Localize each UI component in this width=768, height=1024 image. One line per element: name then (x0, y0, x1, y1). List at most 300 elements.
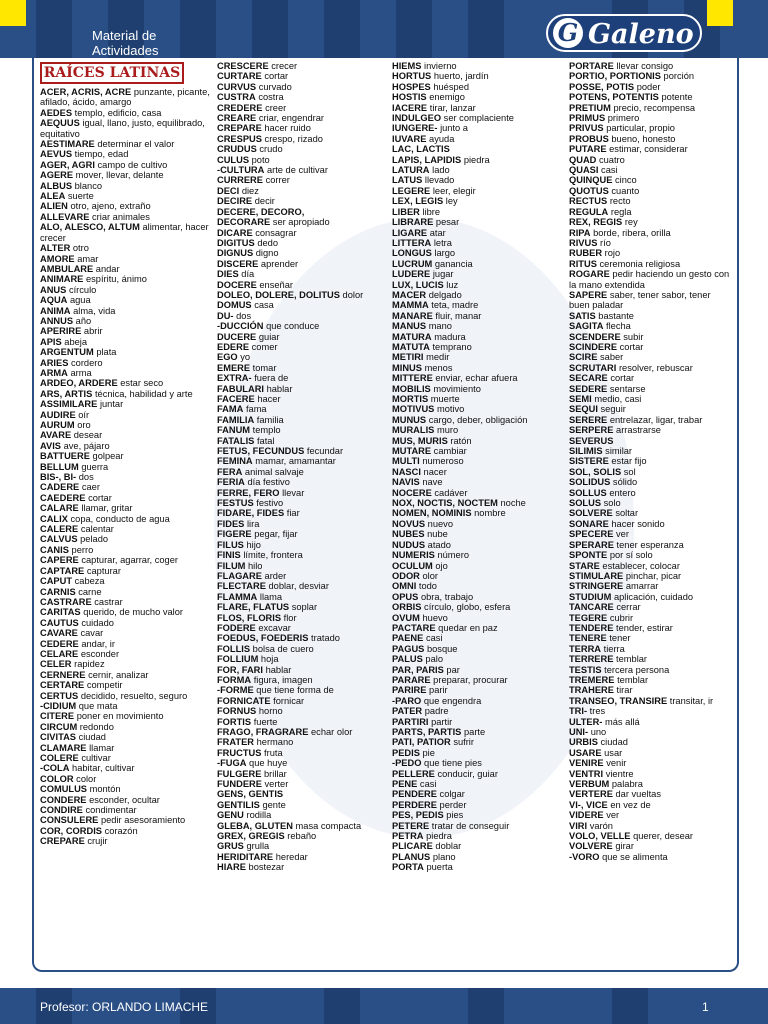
root-meaning: seguir (600, 404, 626, 415)
root-meaning: creer (265, 102, 287, 113)
glossary-entry (40, 243, 210, 253)
latin-root: RUBER (569, 248, 603, 259)
root-meaning: más allá (605, 716, 640, 727)
glossary-entry (217, 467, 389, 477)
root-meaning: numeroso (422, 456, 464, 467)
root-meaning: templo, edificio, casa (74, 107, 162, 118)
latin-root: SERERE (569, 414, 608, 425)
latin-root: PAENE (392, 633, 424, 644)
glossary-entry (392, 633, 560, 643)
latin-root: PLICARE (392, 841, 433, 852)
root-meaning: que engendra (423, 695, 482, 706)
root-meaning: querer, desear (633, 831, 694, 842)
latin-root: HIARE (217, 862, 246, 873)
glossary-entry (217, 456, 389, 466)
latin-root: SPECERE (569, 529, 614, 540)
root-meaning: girar (615, 841, 634, 852)
glossary-entry (392, 71, 560, 81)
latin-root: MINUS (392, 362, 422, 373)
latin-root: APIS (40, 336, 62, 347)
latin-root: COLOR (40, 773, 74, 784)
latin-root: PENDERE (392, 789, 437, 800)
root-meaning: capturar (86, 565, 121, 576)
root-meaning: día (241, 269, 255, 280)
latin-root: DECIRE (217, 196, 253, 207)
latin-root: ALEA (40, 191, 66, 202)
root-meaning: hablar (266, 383, 293, 394)
root-meaning: entrelazar, ligar, trabar (609, 414, 703, 425)
glossary-entry (392, 831, 560, 841)
glossary-entry (569, 290, 732, 311)
glossary-entry (392, 477, 560, 487)
root-meaning: saber, tener sabor, tener buen paladar (569, 289, 711, 311)
root-meaning: medir (426, 352, 450, 363)
root-meaning: carne (78, 586, 102, 597)
root-meaning: atar (429, 227, 446, 238)
root-meaning: desear (73, 430, 103, 441)
root-meaning: pelado (80, 534, 109, 545)
root-meaning: padre (424, 706, 449, 717)
root-meaning: flor (283, 612, 297, 623)
latin-root: VENIRE (569, 758, 604, 769)
glossary-entry (392, 415, 560, 425)
latin-root: VOLO, VELLE (569, 831, 631, 842)
root-meaning: crecer (271, 61, 298, 71)
latin-root: DICARE (217, 227, 253, 238)
root-meaning: teta, madre (431, 300, 479, 311)
latin-root: EDERE (217, 341, 250, 352)
glossary-entry (217, 592, 389, 602)
root-meaning: borde, ribera, orilla (593, 227, 671, 238)
root-meaning: pedir haciendo un gesto con la mano extendida (569, 269, 730, 290)
glossary-entry (392, 82, 560, 92)
glossary-entry (392, 373, 560, 383)
root-meaning: verter (264, 779, 289, 790)
glossary-entry (40, 451, 210, 461)
root-meaning: resolver, rebuscar (618, 362, 693, 373)
root-meaning: regla (610, 206, 632, 217)
root-meaning: tender, estirar (616, 622, 673, 633)
glossary-entry (40, 347, 210, 357)
glossary-entry (392, 196, 560, 206)
latin-root: METIRI (392, 352, 424, 363)
glossary-entry (40, 493, 210, 503)
root-meaning: bolsa de cuero (252, 643, 314, 654)
latin-root: FIGERE (217, 529, 252, 540)
glossary-entry (40, 410, 210, 420)
root-meaning: fama (245, 404, 267, 415)
root-meaning: correr (265, 175, 290, 186)
latin-root: -DUCCIÓN (217, 321, 264, 332)
root-meaning: guerra (81, 461, 109, 472)
root-meaning: espíritu, ánimo (85, 274, 147, 285)
glossary-entry (392, 706, 560, 716)
root-meaning: fuera de (254, 373, 289, 384)
root-meaning: cernir, analizar (88, 669, 149, 680)
latin-root: FLOS, FLORIS (217, 612, 282, 623)
glossary-entry (569, 581, 732, 591)
latin-root: MANUS (392, 321, 427, 332)
root-meaning: que se alimenta (602, 851, 668, 862)
latin-root: CERTARE (40, 680, 85, 691)
column-3 (392, 61, 560, 873)
root-meaning: criar, engendrar (258, 113, 324, 124)
glossary-entry (392, 123, 560, 133)
latin-root: DECORARE (217, 217, 271, 228)
glossary-entry (40, 181, 210, 191)
latin-root: LUCRUM (392, 258, 433, 269)
glossary-entry (40, 285, 210, 295)
glossary-entry (217, 508, 389, 518)
glossary-entry (392, 644, 560, 654)
glossary-entry (40, 108, 210, 118)
glossary-entry (392, 602, 560, 612)
root-meaning: quedar en paz (438, 622, 498, 633)
root-meaning: que huye (249, 758, 288, 769)
root-meaning: dedo (257, 237, 278, 248)
column-4 (569, 61, 732, 862)
root-meaning: estar fijo (611, 456, 647, 467)
root-meaning: hilo (248, 560, 263, 571)
latin-root: FIDES (217, 518, 245, 529)
latin-root: FILUS (217, 539, 244, 550)
glossary-entry (392, 280, 560, 290)
root-meaning: puerta (426, 862, 453, 873)
latin-root: COR, CORDIS (40, 825, 102, 836)
latin-root: AURUM (40, 420, 75, 430)
glossary-entry (569, 228, 732, 238)
glossary-entry (217, 519, 389, 529)
latin-root: LEX, LEGIS (392, 196, 444, 207)
root-meaning: muerte (430, 394, 460, 404)
glossary-entry (392, 550, 560, 560)
root-meaning: ojo (435, 560, 448, 571)
root-meaning: cadáver (434, 487, 468, 498)
root-meaning: dar vueltas (615, 789, 661, 800)
latin-root: ARDEO, ARDERE (40, 378, 118, 389)
latin-root: SOL, SOLIS (569, 466, 622, 477)
root-meaning: casi (601, 165, 618, 176)
glossary-entry (392, 561, 560, 571)
latin-root: MITTERE (392, 373, 433, 384)
glossary-entry (392, 696, 560, 706)
root-meaning: uno (590, 727, 607, 737)
root-meaning: tratado (311, 633, 340, 644)
root-meaning: que tiene forma de (256, 685, 334, 696)
latin-root: CRESPUS (217, 133, 262, 144)
root-meaning: igual, llano, justo, equilibrado, equitativo (40, 118, 205, 139)
glossary-entry (392, 436, 560, 446)
latin-root: CERTUS (40, 690, 79, 701)
glossary-entry (217, 404, 389, 414)
latin-root: PENE (392, 779, 418, 790)
latin-root: CONDERE (40, 794, 87, 805)
glossary-entry (569, 706, 732, 716)
root-meaning: palabra (611, 779, 643, 790)
glossary-entry (569, 769, 732, 779)
header-banner (0, 0, 768, 58)
latin-root: USARE (569, 747, 602, 758)
glossary-entry (569, 332, 732, 342)
glossary-entry (217, 248, 389, 258)
latin-root: EGO (217, 352, 238, 363)
latin-root: SEDERE (569, 383, 608, 394)
latin-root: RITUS (569, 258, 597, 269)
latin-root: DISCERE (217, 258, 259, 269)
root-meaning: guiar (258, 331, 280, 342)
glossary-entry (569, 425, 732, 435)
glossary-entry (392, 446, 560, 456)
root-meaning: cuatro (598, 154, 625, 165)
latin-root: FRATER (217, 737, 255, 748)
root-meaning: conducir, guiar (437, 768, 498, 779)
yellow-tab (707, 0, 733, 26)
root-meaning: tres (589, 706, 606, 717)
latin-root: POSSE, POTIS (569, 81, 635, 92)
latin-root: SAGITA (569, 321, 604, 332)
root-meaning: condimentar (85, 805, 137, 816)
glossary-entry (40, 618, 210, 628)
glossary-entry (392, 228, 560, 238)
latin-root: COLERE (40, 753, 79, 763)
root-meaning: primero (607, 113, 640, 124)
root-meaning: copa, conducto de agua (70, 513, 170, 524)
root-meaning: mano (428, 321, 452, 332)
latin-root: ODOR (392, 570, 420, 581)
glossary-entry (40, 337, 210, 347)
glossary-entry (217, 425, 389, 435)
header-stripe (324, 0, 360, 58)
latin-root: NUMERIS (392, 550, 435, 561)
root-meaning: doblar (435, 841, 462, 852)
root-meaning: suerte (67, 191, 94, 202)
latin-root: DOLEO, DOLERE, DOLITUS (217, 289, 340, 300)
root-meaning: perro (71, 544, 94, 555)
glossary-entry (217, 654, 389, 664)
latin-root: SCINDERE (569, 341, 618, 352)
glossary-entry (392, 717, 560, 727)
latin-root: MATURA (392, 331, 432, 342)
glossary-entry (569, 508, 732, 518)
root-meaning: cuanto (611, 185, 640, 196)
root-meaning: cortar (264, 71, 289, 82)
glossary-entry (217, 748, 389, 758)
root-meaning: porción (663, 71, 695, 82)
latin-root: TENERE (569, 633, 607, 644)
latin-root: LUDERE (392, 269, 431, 280)
latin-root: FORTIS (217, 716, 252, 727)
glossary-entry (40, 399, 210, 409)
latin-root: LIGARE (392, 227, 428, 238)
glossary-entry (392, 665, 560, 675)
root-meaning: llevar consigo (616, 61, 674, 71)
root-meaning: rebaño (287, 831, 317, 842)
glossary-entry (569, 737, 732, 747)
root-meaning: fluir, manar (435, 310, 482, 321)
root-meaning: solo (603, 498, 621, 509)
latin-root: SERPERE (569, 425, 614, 436)
root-meaning: llevar (282, 487, 305, 498)
root-meaning: cordero (71, 357, 103, 368)
latin-root: FATALIS (217, 435, 255, 446)
glossary-entry (569, 758, 732, 768)
root-meaning: nuevo (427, 518, 453, 529)
root-meaning: arder (264, 570, 287, 581)
root-meaning: corazón (104, 825, 138, 836)
latin-root: FODERE (217, 622, 256, 633)
latin-root: NOVUS (392, 518, 426, 529)
latin-root: FINIS (217, 550, 241, 561)
latin-root: LITTERA (392, 237, 432, 248)
glossary-entry (217, 789, 389, 799)
latin-root: FORNICATE (217, 695, 271, 706)
root-meaning: pedir asesoramiento (100, 815, 186, 826)
root-meaning: delgado (428, 289, 462, 300)
root-meaning: curvado (258, 81, 292, 92)
glossary-entry (40, 254, 210, 264)
galeno-logo (546, 14, 702, 52)
root-meaning: abrir (83, 326, 103, 337)
latin-root: GRUS (217, 841, 244, 852)
latin-root: MACER (392, 289, 427, 300)
latin-root: QUOTUS (569, 185, 609, 196)
glossary-entry (217, 436, 389, 446)
latin-root: -COLA (40, 763, 70, 774)
glossary-entry (392, 363, 560, 373)
glossary-entry (217, 61, 389, 71)
root-meaning: subir (623, 331, 644, 342)
latin-root: NAVIS (392, 477, 420, 488)
glossary-entry (569, 384, 732, 394)
root-meaning: rey (624, 217, 638, 228)
latin-root: PACTARE (392, 622, 436, 633)
latin-root: SCIRE (569, 352, 598, 363)
root-meaning: ayuda (429, 133, 455, 144)
latin-root: AVARE (40, 430, 72, 441)
latin-root: LATURA (392, 165, 430, 176)
root-meaning: bosque (426, 643, 458, 654)
root-meaning: huésped (433, 81, 470, 92)
glossary-entry (569, 207, 732, 217)
glossary-entry (40, 534, 210, 544)
latin-root: GLEBA, GLUTEN (217, 820, 293, 831)
latin-root: NASCI (392, 466, 421, 477)
glossary-entry (217, 228, 389, 238)
root-meaning: familia (256, 414, 284, 425)
root-meaning: andar (95, 263, 120, 274)
glossary-entry (217, 196, 389, 206)
glossary-entry (392, 207, 560, 217)
root-meaning: amarrar (625, 581, 659, 592)
glossary-entry (569, 415, 732, 425)
latin-root: CIRCUM (40, 721, 78, 732)
glossary-entry (40, 201, 210, 211)
glossary-entry (40, 711, 210, 721)
glossary-entry (40, 836, 210, 846)
latin-root: AESTIMARE (40, 139, 95, 150)
root-meaning: crudo (259, 144, 283, 155)
glossary-entry (40, 316, 210, 326)
latin-root: SECARE (569, 373, 608, 384)
root-meaning: rojo (604, 248, 621, 259)
root-meaning: montón (89, 784, 121, 795)
root-meaning: hablar (265, 664, 292, 675)
root-meaning: huevo (422, 612, 448, 623)
latin-root: VERTERE (569, 789, 613, 800)
glossary-entry (217, 581, 389, 591)
latin-root: DUCERE (217, 331, 257, 342)
latin-root: VIDERE (569, 810, 604, 821)
latin-root: FOLLIS (217, 643, 251, 654)
root-meaning: fuerte (253, 716, 278, 727)
latin-root: CAPERE (40, 555, 79, 566)
glossary-entry (569, 134, 732, 144)
header-title: Material de Actividades (92, 28, 159, 58)
latin-root: POTENS, POTENTIS (569, 92, 659, 103)
glossary-entry (392, 623, 560, 633)
latin-root: GENTILIS (217, 799, 260, 810)
latin-root: IUVARE (392, 133, 427, 144)
glossary-entry (392, 852, 560, 862)
glossary-entry (217, 633, 389, 643)
latin-root: AGERE (40, 170, 74, 181)
root-meaning: límite, frontera (243, 550, 303, 561)
latin-root: FOR, FARI (217, 664, 263, 675)
root-meaning: dolor (342, 289, 364, 300)
root-meaning: temprano (432, 341, 472, 352)
root-meaning: hijo (246, 539, 261, 550)
latin-root: PELLERE (392, 768, 435, 779)
glossary-entry (217, 488, 389, 498)
latin-root: TRANSEO, TRANSIRE (569, 695, 668, 706)
footer-banner (0, 988, 768, 1024)
latin-root: FRUCTUS (217, 747, 262, 758)
root-meaning: decidido, resuelto, seguro (80, 690, 188, 701)
glossary-entry (217, 498, 389, 508)
glossary-entry (392, 103, 560, 113)
latin-root: PORTARE (569, 61, 614, 71)
glossary-entry (217, 717, 389, 727)
root-meaning: cortar (619, 341, 644, 352)
root-meaning: temblar (617, 674, 649, 685)
glossary-entry (40, 680, 210, 690)
root-meaning: ser apropiado (272, 217, 330, 228)
professor-name: Profesor: ORLANDO LIMACHE (40, 1000, 209, 1014)
glossary-entry (569, 488, 732, 498)
glossary-entry (569, 321, 732, 331)
glossary-entry (392, 300, 560, 310)
root-meaning: festivo (256, 498, 284, 509)
glossary-entry (217, 696, 389, 706)
latin-root: CALIX (40, 513, 68, 524)
glossary-entry (40, 826, 210, 836)
glossary-entry (217, 769, 389, 779)
root-meaning: cambiar (433, 446, 467, 457)
glossary-entry (40, 358, 210, 368)
root-meaning: leer, elegir (432, 185, 476, 196)
glossary-entry (40, 815, 210, 825)
root-meaning: ser complaciente (443, 113, 514, 124)
root-meaning: bostezar (248, 862, 285, 873)
latin-root: PETRA (392, 831, 424, 842)
latin-root: IACERE (392, 102, 428, 113)
latin-root: HOSPES (392, 81, 431, 92)
latin-root: SCENDERE (569, 331, 621, 342)
glossary-entry (569, 727, 732, 737)
footer-stripe (324, 988, 360, 1024)
root-meaning: echar olor (311, 727, 353, 737)
glossary-entry (392, 311, 560, 321)
